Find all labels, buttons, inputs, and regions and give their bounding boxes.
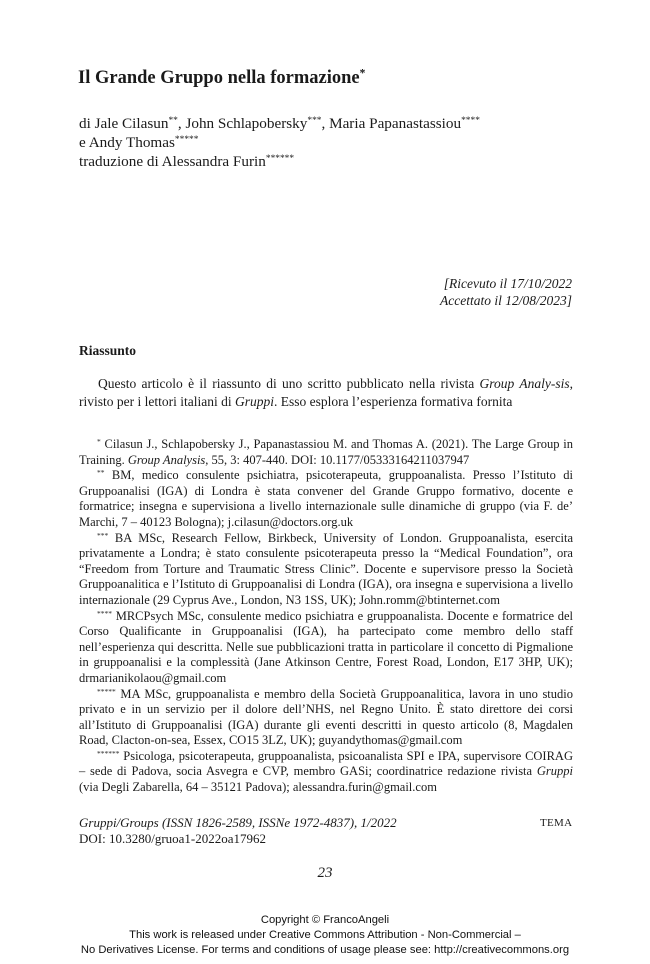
author-thomas: e Andy Thomas: [79, 134, 175, 151]
footnote-1: * Cilasun J., Schlapobersky J., Papanastassiou M. and Thomas A. (2021). The Large Group in Training. Group Analysis, 55, 3: 407-440. DOI: 10.1177/05333164211037947: [79, 436, 573, 467]
license-line-2: No Derivatives License. For terms and conditions of usage please see: http://creativecommons.org: [80, 944, 570, 956]
copyright-line: Copyright © FrancoAngeli: [260, 914, 390, 926]
abstract-heading: Riassunto: [79, 343, 137, 358]
footnote-5: ***** MA MSc, gruppoanalista e membro della Società Gruppoanalitica, lavora in uno studio privato e in un servizio per il dolore dell’NHS, nel Regno Unito. È stato direttore dei corsi all’Istituto di Gruppoanalisi (IGA) durante gli eventi descritti in questo articolo (8, Magdalen Road, Clacton-on-sea, Essex, CO15 3LZ, UK); guyandythomas@gmail.com: [79, 686, 574, 748]
footnote-6: ****** Psicologa, psicoterapeuta, gruppoanalista, psicoanalista SPI e IPA, supervisore COIRAG – sede di Padova, socia Asvegra e CVP, membro GASi; coordinatrice redazione rivista Gruppi (via Degli Zabarella, 64 – 35121 Padova); alessandra.furin@gmail.com: [79, 748, 573, 795]
footnote-4: **** MRCPsych MSc, consulente medico psichiatra e gruppoanalista. Docente e formatrice del Corso Qualificante in Gruppoanalisi (IGA), ha partecipato come membro dello staff nell’esperienza qui descritta. Nelle sue pubblicazioni tratta in particolare il concetto di Pigmalione in gruppoanalisi e la complessità (Jane Atkinson Centre, Forest Road, London, E17 3HP, UK); drmarianikolaou@gmail.com: [79, 608, 574, 685]
page-number: 23: [317, 865, 333, 881]
journal-citation: Gruppi/Groups (ISSN 1826-2589, ISSNe 1972-4837), 1/2022: [79, 815, 397, 830]
author-cilasun: di Jale Cilasun: [79, 115, 169, 132]
section-tag: TEMA: [540, 817, 573, 829]
license-line-1: This work is released under Creative Commons Attribution - Non-Commercial –: [129, 929, 521, 941]
author-schlapobersky: , John Schlapobersky: [177, 115, 308, 132]
received-date: [Ricevuto il 17/10/2022: [443, 276, 572, 291]
author-papanastassiou: , Maria Papanastassiou: [321, 115, 462, 132]
footnote-2: ** BM, medico consulente psichiatra, psicoterapeuta, gruppoanalista. Presso l’Istituto di Gruppoanalisi (IGA) di Londra è stata convener del Grande Gruppo formativo, docente e formatrice; insegna e supervisiona a livello internazionale sulle dinamiche di gruppo (via F. de’ Marchi, 7 – 40123 Bologna); j.cilasun@doctors.org.uk: [79, 468, 573, 529]
translator-line: traduzione di Alessandra Furin******: [79, 153, 295, 170]
accepted-date: Accettato il 12/08/2023]: [440, 293, 572, 308]
article-title: Il Grande Gruppo nella formazione*: [78, 67, 366, 88]
footnote-3: *** BA MSc, Research Fellow, Birkbeck, University of London. Gruppoanalista, esercita privatamente a Londra; è stato consulente psicoterapeuta presso la “Medical Foundation”, ora “Freedom from Torture and Traumatic Stress Clinic”. Docente e supervisore presso la Società Gruppoanalitica e l’Istituto di Gruppoanalisi di Londra (IGA), ora insegna e supervisiona a livello internazionale (29 Cyprus Ave., London, N3 1SS, UK); John.romm@btinternet.com: [79, 530, 573, 607]
footnotes: [79, 437, 573, 796]
authors-line-1: di Jale Cilasun**, John Schlapobersky***, Maria Papanastassiou****: [79, 115, 480, 132]
doi-line: DOI: 10.3280/gruoa1-2022oa17962: [79, 831, 267, 846]
authors-line-2: e Andy Thomas*****: [79, 134, 199, 151]
abstract-text: Questo articolo è il riassunto di uno scritto pubblicato nella rivista Group Analy-sis, rivisto per i lettori italiani di Gruppi. Esso esplora l’esperienza formativa fornita: [79, 376, 573, 409]
